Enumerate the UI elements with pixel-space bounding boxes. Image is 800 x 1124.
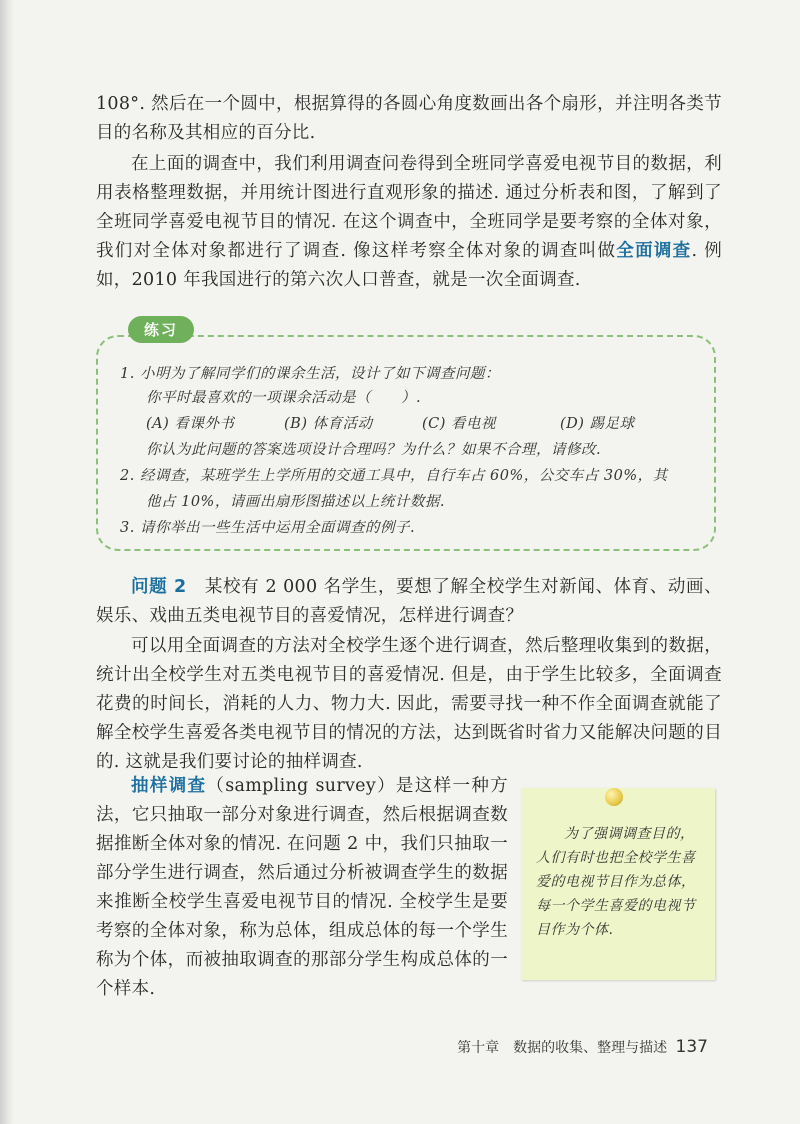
exercise-q1-line2: 你平时最喜欢的一项课余活动是（ ）.: [146, 390, 422, 406]
term-full-survey: 全面调查: [616, 241, 692, 261]
sampling-english: （sampling survey）: [206, 776, 396, 796]
exercise-q2-line1: 2. 经调查，某班学生上学所用的交通工具中，自行车占 60%，公交车占 30%，其: [120, 468, 668, 484]
survey-paragraph: [96, 150, 722, 295]
survey-text-before: 在上面的调查中，我们利用调查问卷得到全班同学喜爱电视节目的数据，利用表格整理数据，并用统计图进行直观形象的描述. 通过分析表和图，了解到了全班同学喜爱电视节目的情况. 在这个调查中，全班同学是要考察的全体对象，我们对全体对象都进行了调查. 像这样考察全体对象的调查叫做: [96, 154, 722, 261]
sampling-text: 是这样一种方法，它只抽取一部分对象进行调查，然后根据调查数据推断全体对象的情况. 在问题 2 中，我们只抽取一部分学生进行调查，然后通过分析被调查学生的数据来推断全校学生喜爱电视节目的情况. 全校学生是要考察的全体对象，称为总体，组成总体的每一个学生称为个体，而被抽取调查的那部分学生构成总体的一个样本.: [96, 776, 508, 999]
option-c: (C) 看电视: [422, 416, 497, 432]
option-d: (D) 踢足球: [560, 416, 635, 432]
exercise-tag: 练习: [128, 316, 194, 343]
problem2-text: 某校有 2 000 名学生，要想了解全校学生对新闻、体育、动画、娱乐、戏曲五类电视节目的喜爱情况，怎样进行调查？: [96, 577, 722, 626]
problem2-label: 问题 2: [131, 577, 187, 597]
top-paragraph: 108°. 然后在一个圆中，根据算得的各圆心角度数画出各个扇形，并注明各类节目的名称及其相应的百分比.: [96, 94, 722, 143]
term-sampling-survey: 抽样调查: [131, 776, 207, 796]
page-footer: [457, 1037, 708, 1057]
exercise-q1-options: [146, 412, 698, 433]
side-note-text: 为了强调调查目的，人们有时也把全校学生喜爱的电视节目作为总体，每一个学生喜爱的电视节目作为个体.: [536, 826, 696, 938]
page-number: 137: [675, 1037, 708, 1057]
page-binding-edge: [0, 0, 14, 1124]
option-b: (B) 体育活动: [284, 416, 373, 432]
problem2-paragraph: [96, 573, 722, 631]
method-paragraph: 可以用全面调查的方法对全校学生逐个进行调查，然后整理收集到的数据，统计出全校学生对五类电视节目的喜爱情况. 但是，由于学生比较多，全面调查花费的时间长，消耗的人力、物力大. 因此，需要寻找一种不作全面调查就能了解全校学生喜爱各类电视节目的情况的方法，达到既省时省力又能解决问题的目的. 这就是我们要讨论的抽样调查.: [96, 636, 722, 772]
exercise-q1-line1: 1. 小明为了解同学们的课余生活，设计了如下调查问题：: [120, 366, 500, 382]
exercise-q2-line2: 他占 10%，请画出扇形图描述以上统计数据.: [146, 494, 445, 510]
pushpin-icon: [605, 788, 623, 806]
option-a: (A) 看课外书: [146, 416, 235, 432]
exercise-q3: 3. 请你举出一些生活中运用全面调查的例子.: [120, 520, 416, 536]
survey-text-after: . 例如，2010 年我国进行的第六次人口普查，就是一次全面调查.: [96, 241, 723, 290]
sampling-paragraph: [96, 772, 508, 1004]
exercise-q1-line4: 你认为此问题的答案选项设计合理吗？为什么？如果不合理，请修改.: [146, 442, 602, 458]
chapter-title: 第十章 数据的收集、整理与描述: [457, 1040, 668, 1056]
